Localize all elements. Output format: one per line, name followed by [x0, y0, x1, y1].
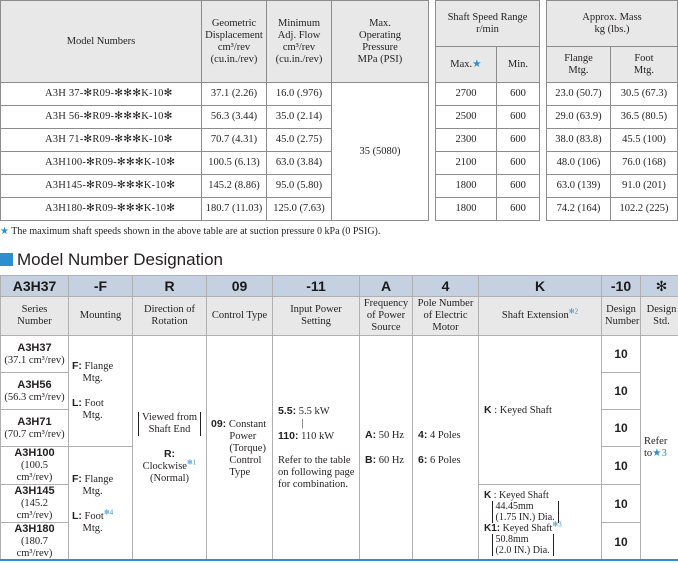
footnote: [0, 226, 380, 237]
foot-mass-value: 91.0 (201): [610, 175, 677, 198]
rotation-view-bracket: Viewed from Shaft End: [138, 412, 201, 436]
footnote-text: The maximum shaft speeds shown in the above table are at suction pressure 0 kPa (0 PSIG).: [11, 226, 381, 237]
header-shaft-speed-range: Shaft Speed Range r/min: [436, 1, 540, 47]
section-title-text: Model Number Designation: [17, 250, 223, 269]
frequency-option: A: 50 Hz B: 60 Hz: [360, 336, 413, 561]
min-flow-value: 45.0 (2.75): [267, 129, 332, 152]
flange-mass-value: 23.0 (50.7): [547, 83, 611, 106]
design-number: 10: [602, 523, 641, 561]
speed-max-value: 1800: [436, 175, 497, 198]
flange-mass-value: 74.2 (164): [547, 198, 611, 221]
code-mounting: -F: [69, 276, 133, 297]
code-shaft: K: [479, 276, 602, 297]
flange-mass-value: 38.0 (83.8): [547, 129, 611, 152]
min-flow-value: 35.0 (2.14): [267, 106, 332, 129]
shaft-option-bottom: K : Keyed Shaft 44.45mm (1.75 IN.) Dia. K1: Keyed Shaft$^{✻3}$ 50.8mm (2.0 IN.) Dia.: [479, 485, 602, 561]
shaft-star-icon: ✻2: [568, 307, 579, 316]
series-a3h56: A3H56 (56.3 cm³/rev): [1, 373, 69, 410]
section-square-icon: [0, 253, 13, 266]
min-flow-value: 63.0 (3.84): [267, 152, 332, 175]
header-foot-mtg: Foot Mtg.: [610, 47, 677, 83]
pressure-value: 35 (5080): [332, 83, 429, 221]
foot-mass-value: 45.5 (100): [610, 129, 677, 152]
model-number: A3H 56-✻R09-✻✻✻K-10✻: [1, 106, 202, 129]
code-design-std: ✻: [641, 276, 678, 297]
min-flow-value: 95.0 (5.80): [267, 175, 332, 198]
design-number: 10: [602, 336, 641, 373]
code-control: 09: [207, 276, 273, 297]
rotation-option: Viewed from Shaft End R: Clockwise$^{✻1}$ (Normal): [133, 336, 207, 561]
caption-series: Series Number: [1, 297, 69, 336]
header-speed-min: Min.: [496, 47, 539, 83]
poles-option: 4: 4 Poles 6: 6 Poles: [413, 336, 479, 561]
min-flow-value: 125.0 (7.63): [267, 198, 332, 221]
section-title: [0, 250, 223, 270]
header-geometric-displacement: Geometric Displacement cm³/rev (cu.in./rev): [202, 1, 267, 83]
caption-poles: Pole Number of Electric Motor: [413, 297, 479, 336]
displacement-value: 56.3 (3.44): [202, 106, 267, 129]
foot-mass-value: 76.0 (168): [610, 152, 677, 175]
caption-shaft: Shaft Extension$^{✻2}$: [479, 297, 602, 336]
foot-mass-value: 36.5 (80.5): [610, 106, 677, 129]
header-minimum-adj-flow: Minimum Adj. Flow cm³/rev (cu.in./rev): [267, 1, 332, 83]
caption-rotation: Direction of Rotation: [133, 297, 207, 336]
input-power-option: 5.5: 5.5 kW | 110: 110 kW Refer to the table on following page for combination.: [273, 336, 360, 561]
control-option: 09: Constant Power (Torque) Control Type: [207, 336, 273, 561]
design-number: 10: [602, 410, 641, 447]
caption-frequency: Frequency of Power Source: [360, 297, 413, 336]
displacement-value: 37.1 (2.26): [202, 83, 267, 106]
shaft-k-bracket: 44.45mm (1.75 IN.) Dia.: [492, 501, 559, 523]
model-number: A3H 71-✻R09-✻✻✻K-10✻: [1, 129, 202, 152]
caption-control: Control Type: [207, 297, 273, 336]
series-a3h180: A3H180 (180.7 cm³/rev): [1, 523, 69, 561]
designation-caption-row: [1, 297, 678, 336]
code-rotation: R: [133, 276, 207, 297]
gap-2: [540, 1, 547, 221]
series-a3h145: A3H145 (145.2 cm³/rev): [1, 485, 69, 523]
designation-code-row: [1, 276, 678, 297]
speed-min-value: 600: [496, 198, 539, 221]
caption-design-std: Design Std.: [641, 297, 678, 336]
foot-mass-value: 30.5 (67.3): [610, 83, 677, 106]
speed-max-value: 2700: [436, 83, 497, 106]
code-design-number: -10: [602, 276, 641, 297]
code-series: A3H37: [1, 276, 69, 297]
flange-mass-value: 63.0 (139): [547, 175, 611, 198]
mounting-option-bottom: F: Flange Mtg. L: Foot$^{✻4}$ Mtg.: [69, 447, 133, 561]
speed-max-value: 2300: [436, 129, 497, 152]
series-a3h71: A3H71 (70.7 cm³/rev): [1, 410, 69, 447]
shaft-k1-bracket: 50.8mm (2.0 IN.) Dia.: [492, 534, 554, 556]
model-number: A3H180-✻R09-✻✻✻K-10✻: [1, 198, 202, 221]
std-star-icon: ★3: [652, 448, 667, 459]
caption-input: Input Power Setting: [273, 297, 360, 336]
caption-design-number: Design Number: [602, 297, 641, 336]
table-row: [1, 83, 678, 106]
displacement-value: 70.7 (4.31): [202, 129, 267, 152]
speed-max-value: 2500: [436, 106, 497, 129]
mounting-option-top: F: Flange Mtg. L: Foot Mtg.: [69, 336, 133, 447]
caption-mounting: Mounting: [69, 297, 133, 336]
model-number: A3H100-✻R09-✻✻✻K-10✻: [1, 152, 202, 175]
speed-min-value: 600: [496, 152, 539, 175]
flange-mass-value: 48.0 (106): [547, 152, 611, 175]
code-frequency: A: [360, 276, 413, 297]
header-flange-mtg: Flange Mtg.: [547, 47, 611, 83]
series-a3h100: A3H100 (100.5 cm³/rev): [1, 447, 69, 485]
model-number: A3H 37-✻R09-✻✻✻K-10✻: [1, 83, 202, 106]
model-number: A3H145-✻R09-✻✻✻K-10✻: [1, 175, 202, 198]
code-input-power: -11: [273, 276, 360, 297]
design-std-option: Refer to★3: [641, 336, 678, 561]
displacement-value: 180.7 (11.03): [202, 198, 267, 221]
flange-mass-value: 29.0 (63.9): [547, 106, 611, 129]
speed-star-icon: ★: [472, 58, 482, 70]
design-number: 10: [602, 447, 641, 485]
header-approx-mass: Approx. Mass kg (lbs.): [547, 1, 678, 47]
speed-max-value: 1800: [436, 198, 497, 221]
designation-table: [0, 275, 678, 561]
speed-min-value: 600: [496, 129, 539, 152]
speed-min-value: 600: [496, 106, 539, 129]
shaft-option-top: K : Keyed Shaft: [479, 336, 602, 485]
displacement-value: 145.2 (8.86): [202, 175, 267, 198]
design-number: 10: [602, 373, 641, 410]
speed-min-value: 600: [496, 175, 539, 198]
header-max-operating-pressure: Max. Operating Pressure MPa (PSI): [332, 1, 429, 83]
design-number: 10: [602, 485, 641, 523]
gap-1: [429, 1, 436, 221]
series-a3h37: A3H37 (37.1 cm³/rev): [1, 336, 69, 373]
bottom-rule: [0, 559, 678, 561]
header-speed-max: Max.★: [436, 47, 497, 83]
displacement-value: 100.5 (6.13): [202, 152, 267, 175]
spec-table: [0, 0, 678, 221]
foot-mass-value: 102.2 (225): [610, 198, 677, 221]
footnote-star-icon: ★: [0, 226, 9, 237]
min-flow-value: 16.0 (.976): [267, 83, 332, 106]
speed-min-value: 600: [496, 83, 539, 106]
code-poles: 4: [413, 276, 479, 297]
header-model-numbers: Model Numbers: [1, 1, 202, 83]
speed-max-value: 2100: [436, 152, 497, 175]
